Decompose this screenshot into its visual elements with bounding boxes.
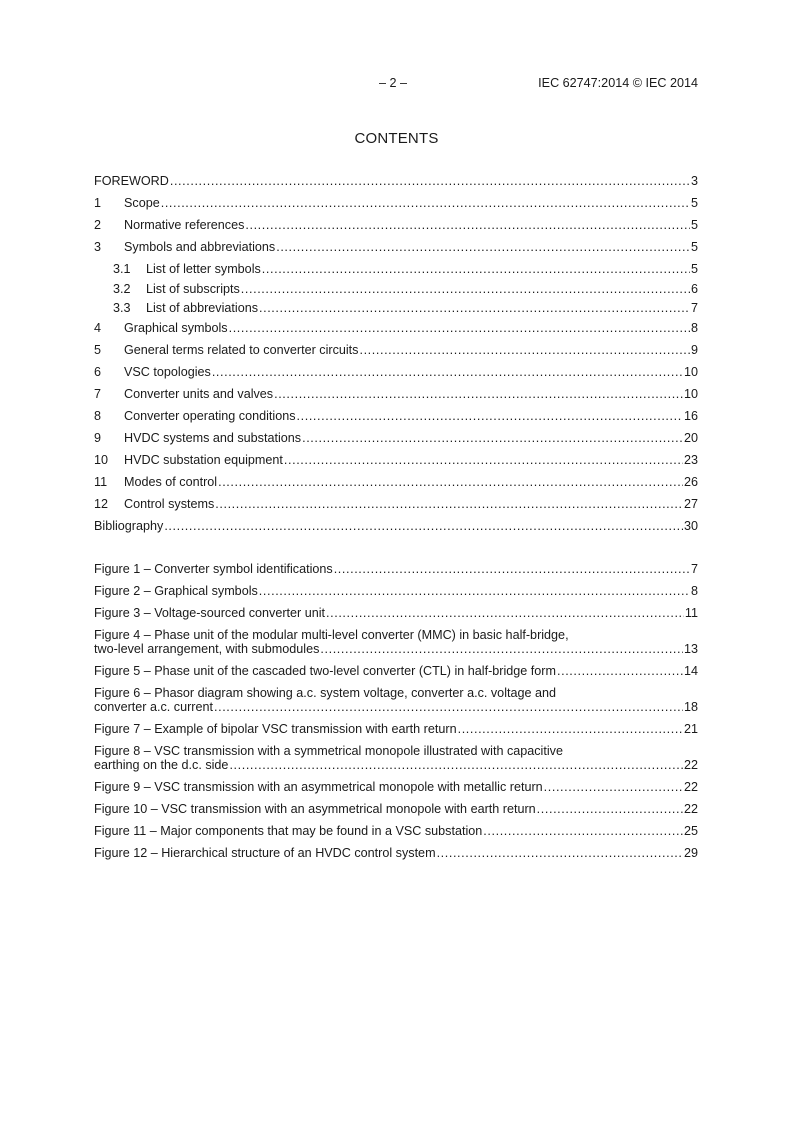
toc-entry-title: HVDC systems and substations xyxy=(124,430,302,445)
toc-entry-page: 5 xyxy=(690,240,698,254)
toc-entry-page: 30 xyxy=(683,518,698,533)
dot-leader xyxy=(215,497,683,511)
toc-entry-line xyxy=(94,519,698,533)
toc-entry-number: 4 xyxy=(94,320,102,335)
figure-entry-page: 21 xyxy=(683,722,698,736)
figure-entry[interactable] xyxy=(94,584,698,606)
figure-entry-line xyxy=(94,664,698,678)
figure-entry-title: Figure 2 – Graphical symbols xyxy=(94,584,258,598)
figure-entry-title: converter a.c. current xyxy=(94,700,213,714)
toc-entry-line xyxy=(94,196,698,210)
dot-leader xyxy=(302,431,683,445)
figure-entry[interactable] xyxy=(94,562,698,584)
figure-entry[interactable] xyxy=(94,606,698,628)
toc-entry-line xyxy=(94,301,698,315)
toc-entry[interactable] xyxy=(94,519,698,541)
toc-entry-title: List of letter symbols xyxy=(146,262,261,276)
toc-entry-number: 1 xyxy=(94,196,102,210)
figure-entry-page: 29 xyxy=(683,846,698,860)
toc-entry-title: List of subscripts xyxy=(146,281,240,296)
figure-entry-line xyxy=(94,606,698,620)
toc-entry-number: 7 xyxy=(94,386,102,401)
figure-entry-line xyxy=(94,584,698,598)
dot-leader xyxy=(483,824,683,838)
dot-leader xyxy=(326,606,684,620)
toc-entry-page: 20 xyxy=(683,430,698,445)
dot-leader xyxy=(262,262,690,276)
figure-entry-line xyxy=(94,758,698,772)
toc-entry[interactable] xyxy=(94,475,698,497)
toc-entry-number: 9 xyxy=(94,430,102,445)
toc-entry[interactable] xyxy=(94,453,698,475)
figure-entry[interactable] xyxy=(94,628,698,664)
dot-leader xyxy=(320,642,683,656)
figure-entry-page: 22 xyxy=(683,758,698,772)
toc-entry-line xyxy=(94,387,698,401)
toc-entry[interactable] xyxy=(94,301,698,321)
dot-leader xyxy=(259,584,690,598)
figure-entry[interactable] xyxy=(94,780,698,802)
figure-entry-line xyxy=(94,824,698,838)
toc-entry-page: 9 xyxy=(690,342,698,357)
figure-entry-page: 13 xyxy=(683,642,698,656)
figure-entry-line xyxy=(94,642,698,656)
toc-entry-number: 11 xyxy=(94,474,108,489)
toc-entry-page: 27 xyxy=(683,496,698,511)
toc-entry-title: Modes of control xyxy=(124,474,218,489)
figure-entry-page: 14 xyxy=(683,664,698,678)
toc-entry-title: Converter units and valves xyxy=(124,386,274,401)
toc-entry-line xyxy=(94,475,698,489)
dot-leader xyxy=(164,519,683,533)
toc-entry-page: 7 xyxy=(690,301,698,315)
toc-entry-title: Graphical symbols xyxy=(124,320,228,335)
toc-entry-number: 3.1 xyxy=(113,262,131,276)
dot-leader xyxy=(458,722,683,736)
toc-entry-title: Scope xyxy=(124,196,160,210)
figure-entry-title: Figure 1 – Converter symbol identifications xyxy=(94,562,333,576)
toc-entry-line xyxy=(94,240,698,254)
toc-entry-line xyxy=(94,365,698,379)
figure-entry-title: Figure 7 – Example of bipolar VSC transmission with earth return xyxy=(94,722,457,736)
figure-entry[interactable] xyxy=(94,686,698,722)
toc-entry[interactable] xyxy=(94,196,698,218)
dot-leader xyxy=(245,218,690,232)
figure-entry[interactable] xyxy=(94,722,698,744)
dot-leader xyxy=(229,758,683,772)
toc-entry-number: 6 xyxy=(94,364,102,379)
figure-entry-page: 22 xyxy=(683,780,698,794)
figure-entry-line xyxy=(94,780,698,794)
toc-entry[interactable] xyxy=(94,497,698,519)
figure-entry-title: Figure 9 – VSC transmission with an asymmetrical monopole with metallic return xyxy=(94,780,543,794)
toc-entry-line xyxy=(94,343,698,357)
toc-entry-number: 12 xyxy=(94,496,109,511)
dot-leader xyxy=(297,409,683,423)
toc-entry[interactable] xyxy=(94,321,698,343)
toc-entry-number: 3 xyxy=(94,240,102,254)
figure-entry-title: two-level arrangement, with submodules xyxy=(94,642,320,656)
toc-entry-line xyxy=(94,321,698,335)
toc-entry-line xyxy=(94,262,698,276)
toc-entry[interactable] xyxy=(94,387,698,409)
toc-entry-number: 10 xyxy=(94,452,109,467)
figure-entry-line xyxy=(94,722,698,736)
figure-entry-title: Figure 5 – Phase unit of the cascaded two-level converter (CTL) in half-bridge form xyxy=(94,664,556,678)
figure-entry-page: 18 xyxy=(683,700,698,714)
toc-entry-number: 3.3 xyxy=(113,301,131,315)
dot-leader xyxy=(161,196,690,210)
dot-leader xyxy=(170,174,690,188)
figure-entry-title: Figure 3 – Voltage-sourced converter unit xyxy=(94,606,326,620)
toc-entry-title: VSC topologies xyxy=(124,364,211,379)
dot-leader xyxy=(284,453,683,467)
toc-entry-line xyxy=(94,453,698,467)
toc-entry-line xyxy=(94,282,698,296)
figure-entry-line xyxy=(94,562,698,576)
dot-leader xyxy=(274,387,683,401)
toc-entry-title: List of abbreviations xyxy=(146,301,259,315)
toc-entry-line xyxy=(94,409,698,423)
figure-entry-line xyxy=(94,628,698,642)
toc-entry-page: 3 xyxy=(690,174,698,188)
toc-entry[interactable] xyxy=(94,262,698,282)
dot-leader xyxy=(544,780,683,794)
figure-entry-title: Figure 8 – VSC transmission with a symmetrical monopole illustrated with capacitive xyxy=(94,744,563,758)
figure-entry-title: Figure 10 – VSC transmission with an asymmetrical monopole with earth return xyxy=(94,802,536,816)
figure-entry-title: Figure 6 – Phasor diagram showing a.c. system voltage, converter a.c. voltage and xyxy=(94,686,557,700)
toc-entry-number: 8 xyxy=(94,408,102,423)
dot-leader xyxy=(241,282,690,296)
dot-leader xyxy=(557,664,683,678)
dot-leader xyxy=(276,240,690,254)
toc-entry-page: 5 xyxy=(690,218,698,232)
toc-entry[interactable] xyxy=(94,431,698,453)
toc-entry-title: General terms related to converter circuits xyxy=(124,342,359,357)
toc-entry-page: 10 xyxy=(683,364,698,379)
dot-leader xyxy=(218,475,683,489)
toc-entry-line xyxy=(94,431,698,445)
toc-entry-number: 2 xyxy=(94,218,102,232)
toc-entry-page: 6 xyxy=(690,281,698,296)
figure-entry-page: 8 xyxy=(690,584,698,598)
toc-entry-page: 16 xyxy=(683,408,698,423)
toc-entry-line xyxy=(94,497,698,511)
toc-entry-page: 8 xyxy=(690,320,698,335)
figure-entry-title: Figure 12 – Hierarchical structure of an HVDC control system xyxy=(94,846,436,860)
dot-leader xyxy=(214,700,683,714)
dot-leader xyxy=(212,365,683,379)
toc-entry-title: HVDC substation equipment xyxy=(124,452,283,467)
toc-entry-line xyxy=(94,218,698,232)
figure-entry-line xyxy=(94,744,698,758)
toc-entry-title: Control systems xyxy=(124,496,215,511)
toc-entry-page: 23 xyxy=(683,452,698,467)
toc-entry[interactable] xyxy=(94,174,698,196)
dot-leader xyxy=(537,802,683,816)
figure-entry-line xyxy=(94,686,698,700)
toc-entry-page: 5 xyxy=(690,262,698,276)
toc-entry-title: Bibliography xyxy=(94,518,164,533)
dot-leader xyxy=(334,562,690,576)
dot-leader xyxy=(359,343,690,357)
list-of-figures xyxy=(94,562,698,868)
toc-entry-title: FOREWORD xyxy=(94,174,169,188)
toc-entry[interactable] xyxy=(94,218,698,240)
dot-leader xyxy=(437,846,683,860)
toc-entry[interactable] xyxy=(94,365,698,387)
table-of-contents xyxy=(94,174,698,541)
toc-entry-number: 5 xyxy=(94,342,102,357)
figure-entry-line xyxy=(94,700,698,714)
dot-leader xyxy=(229,321,690,335)
figure-entry[interactable] xyxy=(94,824,698,846)
toc-entry-page: 10 xyxy=(683,386,698,401)
toc-entry[interactable] xyxy=(94,409,698,431)
toc-entry[interactable] xyxy=(94,282,698,302)
toc-entry[interactable] xyxy=(94,240,698,262)
figure-entry[interactable] xyxy=(94,802,698,824)
toc-entry-title: Converter operating conditions xyxy=(124,408,296,423)
figure-entry-page: 7 xyxy=(690,562,698,576)
toc-entry-title: Symbols and abbreviations xyxy=(124,240,276,254)
figure-entry-line xyxy=(94,846,698,860)
toc-entry-line xyxy=(94,174,698,188)
figure-entry-title: Figure 11 – Major components that may be found in a VSC substation xyxy=(94,824,483,838)
figure-entry[interactable] xyxy=(94,744,698,780)
figure-entry-title: earthing on the d.c. side xyxy=(94,758,229,772)
figure-entry-page: 11 xyxy=(684,606,698,620)
figure-entry-page: 25 xyxy=(683,824,698,838)
toc-entry[interactable] xyxy=(94,343,698,365)
figure-entry-page: 22 xyxy=(683,802,698,816)
figure-entry-title: Figure 4 – Phase unit of the modular multi-level converter (MMC) in basic half-bridge, xyxy=(94,628,569,642)
toc-entry-title: Normative references xyxy=(124,218,245,232)
dot-leader xyxy=(259,301,690,315)
figure-entry-line xyxy=(94,802,698,816)
toc-entry-page: 26 xyxy=(683,474,698,489)
toc-entry-page: 5 xyxy=(690,196,698,210)
page-number: – 2 – xyxy=(378,76,407,90)
standard-reference: IEC 62747:2014 © IEC 2014 xyxy=(538,76,698,90)
contents-title: CONTENTS xyxy=(354,130,439,147)
figure-entry[interactable] xyxy=(94,664,698,686)
toc-entry-number: 3.2 xyxy=(113,281,131,296)
figure-entry[interactable] xyxy=(94,846,698,868)
